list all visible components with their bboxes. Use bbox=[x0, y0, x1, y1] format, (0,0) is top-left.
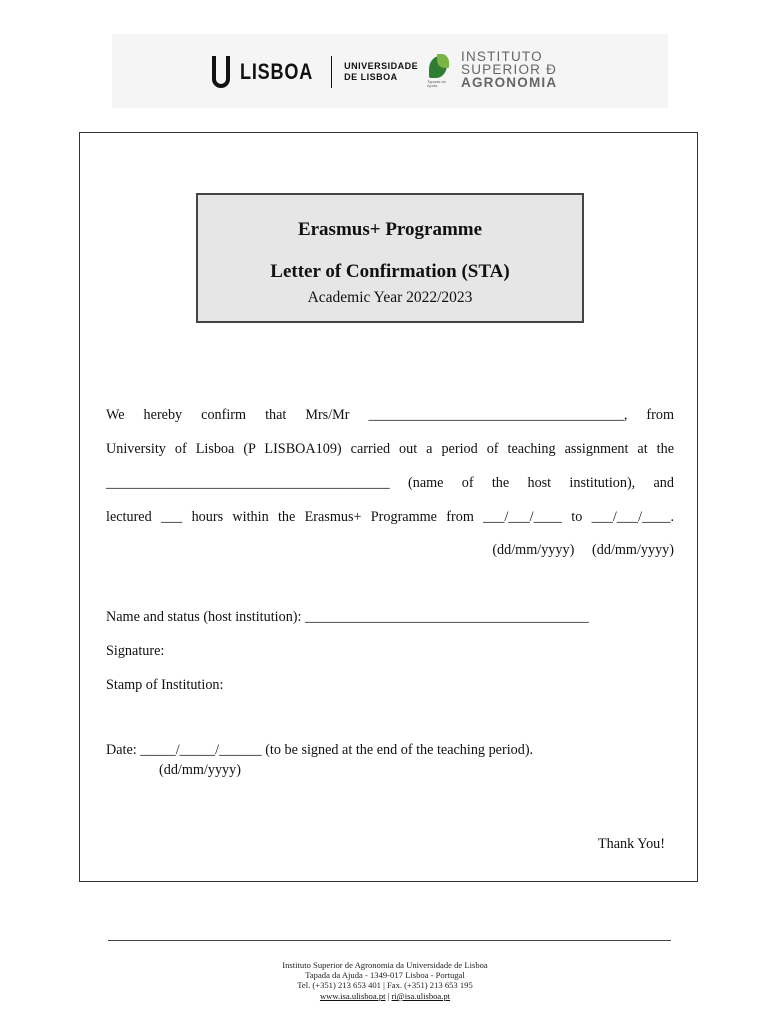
name-status-field: Name and status (host institution): ________________________________________ bbox=[106, 609, 589, 625]
univ-line-2: DE LISBOA bbox=[344, 72, 398, 82]
ulisboa-u-icon bbox=[212, 56, 230, 88]
footer-divider bbox=[108, 940, 671, 941]
body-line-3: ________________________________________ (name of the host institution), and bbox=[106, 475, 674, 491]
header-logo-band bbox=[112, 34, 668, 108]
email-link[interactable]: ri@isa.ulisboa.pt bbox=[391, 991, 451, 1001]
isa-line-1: INSTITUTO bbox=[461, 49, 543, 64]
date-format: (dd/mm/yyyy) bbox=[159, 762, 241, 778]
univ-line-1: UNIVERSIDADE bbox=[344, 61, 419, 71]
footer-links bbox=[0, 991, 770, 1001]
isa-line-3: AGRONOMIA bbox=[461, 75, 558, 90]
title-box bbox=[196, 193, 584, 323]
date-format-hints: (dd/mm/yyyy) (dd/mm/yyyy) bbox=[492, 542, 674, 558]
ulisboa-wordmark: LISBOA bbox=[240, 59, 314, 84]
academic-year: Academic Year 2022/2023 bbox=[307, 289, 473, 306]
programme-title: Erasmus+ Programme bbox=[297, 219, 483, 240]
isa-leaf-icon bbox=[427, 52, 453, 88]
signature-label: Signature: bbox=[106, 643, 165, 659]
isa-wordmark bbox=[461, 50, 557, 89]
body-line-1: We hereby confirm that Mrs/Mr ____________________________________, from bbox=[106, 407, 674, 423]
ulisboa-logo bbox=[212, 52, 418, 92]
letter-title: Letter of Confirmation (STA) bbox=[270, 261, 510, 282]
thank-you: Thank You! bbox=[598, 836, 666, 852]
body-line-4: lectured ___ hours within the Erasmus+ Programme from ___/___/____ to ___/___/____. bbox=[106, 509, 674, 525]
website-link[interactable]: www.isa.ulisboa.pt bbox=[319, 991, 386, 1001]
isa-logo bbox=[427, 50, 557, 89]
stamp-label: Stamp of Institution: bbox=[106, 677, 224, 693]
footer-line-1: Instituto Superior de Agronomia da Universidade de Lisboa bbox=[282, 960, 488, 970]
isa-line-2: SUPERIOR Ð bbox=[461, 62, 558, 77]
footer-line-2: Tapada da Ajuda - 1349-017 Lisboa - Portugal bbox=[305, 970, 465, 980]
date-field: Date: _____/_____/______ (to be signed at the end of the teaching period). bbox=[106, 742, 534, 758]
isa-emblem-caption: Tapada da Ajuda bbox=[427, 78, 446, 88]
universidade-de-lisboa-text bbox=[344, 61, 418, 83]
footer-line-3: Tel. (+351) 213 653 401 | Fax. (+351) 213 653 195 bbox=[297, 980, 473, 990]
body-line-2: University of Lisboa (P LISBOA109) carried out a period of teaching assignment at the bbox=[106, 441, 674, 457]
logo-divider bbox=[331, 56, 332, 88]
footer-separator: | bbox=[387, 991, 390, 1001]
